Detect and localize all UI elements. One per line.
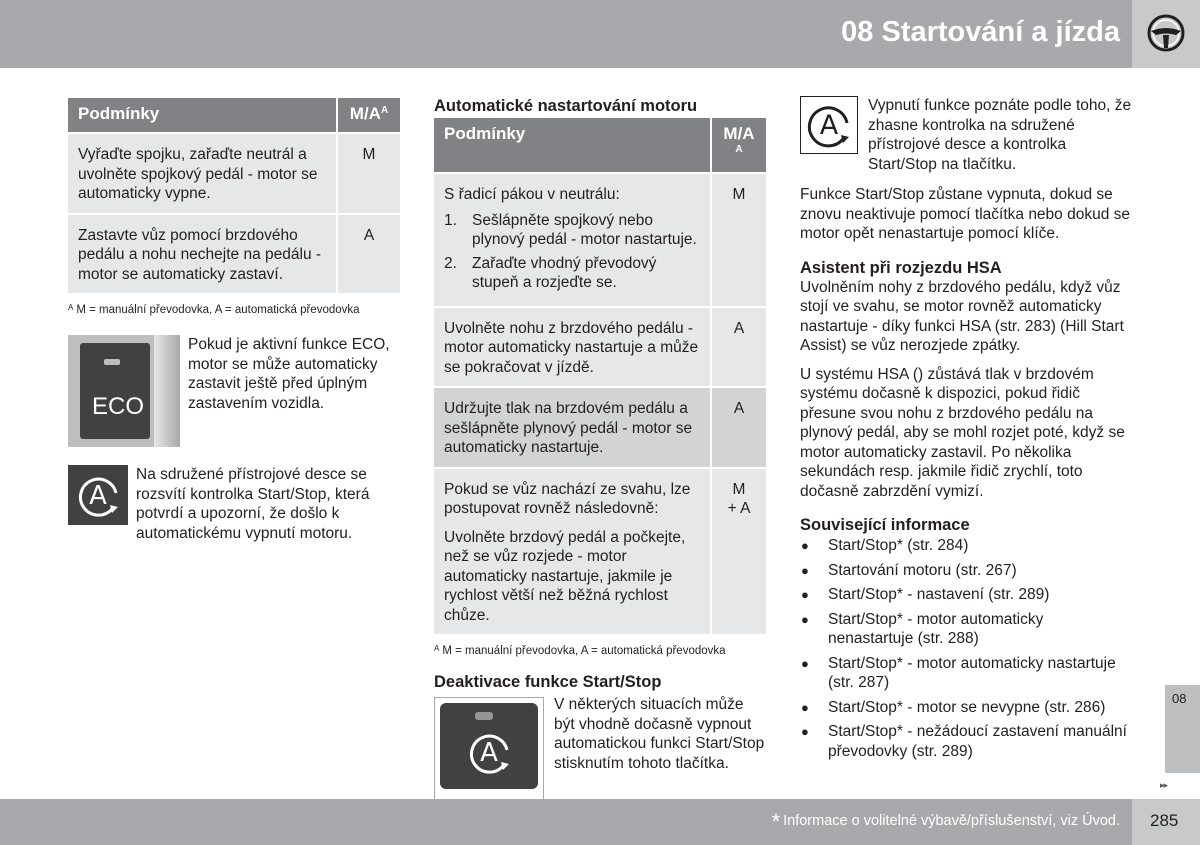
ma-cell: A [710,306,766,387]
ma-cell: A [710,386,766,467]
chapter-tab: 08 [1165,685,1200,773]
indicator-off-text: Vypnutí funkce poznáte podle toho, že zhasne kontrolka na sdružené přístrojové desce a kontrolka Start/Stop na tlačítku. [868,97,1132,173]
column-right [800,96,1132,766]
table-footnote: $^A$ M = manuální převodovka, A = automatická převodovka [434,644,726,657]
paragraph: Funkce Start/Stop zůstane vypnuta, dokud se znovu neaktivuje pomocí tlačítka nebo dokud se motor opět nenastartuje pomocí klíče. [800,186,1131,242]
deactivate-text: V některých situacích může být vhodně dočasně vypnout automatickou funkci Start/Stop stisknutím tohoto tlačítka. [554,696,765,772]
paragraph: U systému HSA () zůstává tlak v brzdovém systému dočasně k dispozici, pokud řidič přesune svou nohu z brzdového pedálu na plynový pedál, aby se mohl rozjet poté, když se motor automaticky zastavil. Po několika sekundách resp. jakmile řidič zrychlí, toto dočasně zabrzdění vymizí. [800,365,1125,500]
ma-header: $M/A^A$ [336,98,400,132]
page-number-box [1132,799,1200,845]
list-item: 2. Zařaďte vhodný převodový stupeň a rozjeďte se. [444,254,657,291]
eco-label: ECO [92,393,145,420]
ma-cell: M [336,132,400,213]
conditions-header: Podmínky [434,118,710,172]
eco-block [68,335,400,447]
indicator-block [68,465,400,543]
start-stop-icon [463,726,515,778]
steering-wheel-icon [1146,13,1186,53]
table-row [434,467,766,635]
auto-start-heading: Automatické nastartování motoru [434,97,698,115]
indicator-text: Na sdružené přístrojové desce se rozsvítí kontrolka Start/Stop, která potvrdí a upozorní, že došlo k automatickému vypnutí motoru. [136,466,370,542]
table-header-row [434,118,766,172]
table-row [434,386,766,467]
related-link[interactable]: ● Start/Stop* (str. 284) [800,536,1132,556]
list-item: 1. Sešlápněte spojkový nebo plynový pedál - motor nastartuje. [444,211,697,248]
related-link[interactable]: ● Start/Stop* - motor se nevypne (str. 286) [800,698,1132,718]
table-row [68,132,400,213]
svg-text:A: A [819,110,839,141]
indicator-light-icon [475,712,493,720]
chapter-icon-box [1132,0,1200,68]
indicator-light-icon [104,359,120,365]
related-link[interactable]: ● Start/Stop* - motor automaticky nastartuje (str. 287) [800,654,1132,693]
chapter-title: 08 Startování a jízda [841,16,1120,48]
paragraph: Uvolněním nohy z brzdového pedálu, když vůz stojí ve svahu, se motor rovněž automaticky nastartuje - díky funkci HSA (str. 283) (Hill Start Assist) se vůz nerozjede zpátky. [800,278,1124,354]
deactivate-block [434,695,766,809]
column-left [68,98,400,543]
page-number: 285 [1150,811,1179,830]
related-link[interactable]: ● Start/Stop* - nežádoucí zastavení manuální převodovky (str. 289) [800,722,1132,761]
table-footnote: $^A$ M = manuální převodovka, A = automatická převodovka [68,303,360,316]
condition-cell: Uvolněte nohu z brzdového pedálu - motor automaticky nastartuje a může se pokračovat v jízdě. [434,306,710,387]
hsa-heading: Asistent při rozjezdu HSA [800,258,1002,277]
related-link[interactable]: ● Start/Stop* - nastavení (str. 289) [800,585,1132,605]
condition-cell: Pokud se vůz nachází ze svahu, lze postupovat rovněž následovně: Uvolněte brzdový pedál a počkejte, než se vůz rozjede - motor automaticky nastartuje, jakmile je rychlost větší než běžná rychlost chůze. [434,467,710,635]
start-stop-indicator-icon [800,96,858,154]
eco-text: Pokud je aktivní funkce ECO, motor se může automaticky zastavit ještě před úplným zastavením vozidla. [188,336,390,412]
related-link[interactable]: ● Start/Stop* - motor automaticky nenastartuje (str. 288) [800,610,1132,649]
ma-header: M/A A [710,118,766,172]
ma-cell: M [710,172,766,306]
svg-text:A: A [89,481,107,511]
condition-cell: Zastavte vůz pomocí brzdového pedálu a nohu nechejte na pedálu - motor se automaticky zastaví. [68,213,336,294]
start-conditions-table [434,118,766,634]
continue-arrows-icon: ▸▸ [1160,780,1168,790]
stop-conditions-table [68,98,400,293]
steps-list [444,211,700,293]
related-link[interactable]: ● Startování motoru (str. 267) [800,561,1132,581]
ma-cell: A [336,213,400,294]
condition-cell: Udržujte tlak na brzdovém pedálu a sešlápněte plynový pedál - motor se automaticky nastartuje. [434,386,710,467]
page-header [0,0,1132,68]
related-heading: Související informace [800,516,970,534]
condition-cell: Vyřaďte spojku, zařaďte neutrál a uvolněte spojkový pedál - motor se automaticky vypne. [68,132,336,213]
eco-button-image [68,335,180,447]
table-row [68,213,400,294]
start-stop-button-image [434,697,544,809]
table-header-row [68,98,400,132]
column-middle [434,96,766,809]
table-row [434,306,766,387]
related-list [800,536,1132,761]
svg-text:A: A [480,738,498,768]
table-row [434,172,766,306]
conditions-header: Podmínky [68,98,336,132]
footer-note: * Informace o volitelné výbavě/příslušenství, viz Úvod. [771,809,1120,834]
condition-cell: S řadicí pákou v neutrálu: 1. Sešlápněte spojkový nebo plynový pedál - motor nastartuje. 2. Zařaďte vhodný převodový stupeň a rozjeďte se. [434,172,710,306]
start-stop-indicator-icon [68,465,128,525]
ma-cell: M + A [710,467,766,635]
indicator-off-block [800,96,1132,174]
page-footer [0,799,1132,845]
deactivate-heading: Deaktivace funkce Start/Stop [434,673,662,691]
